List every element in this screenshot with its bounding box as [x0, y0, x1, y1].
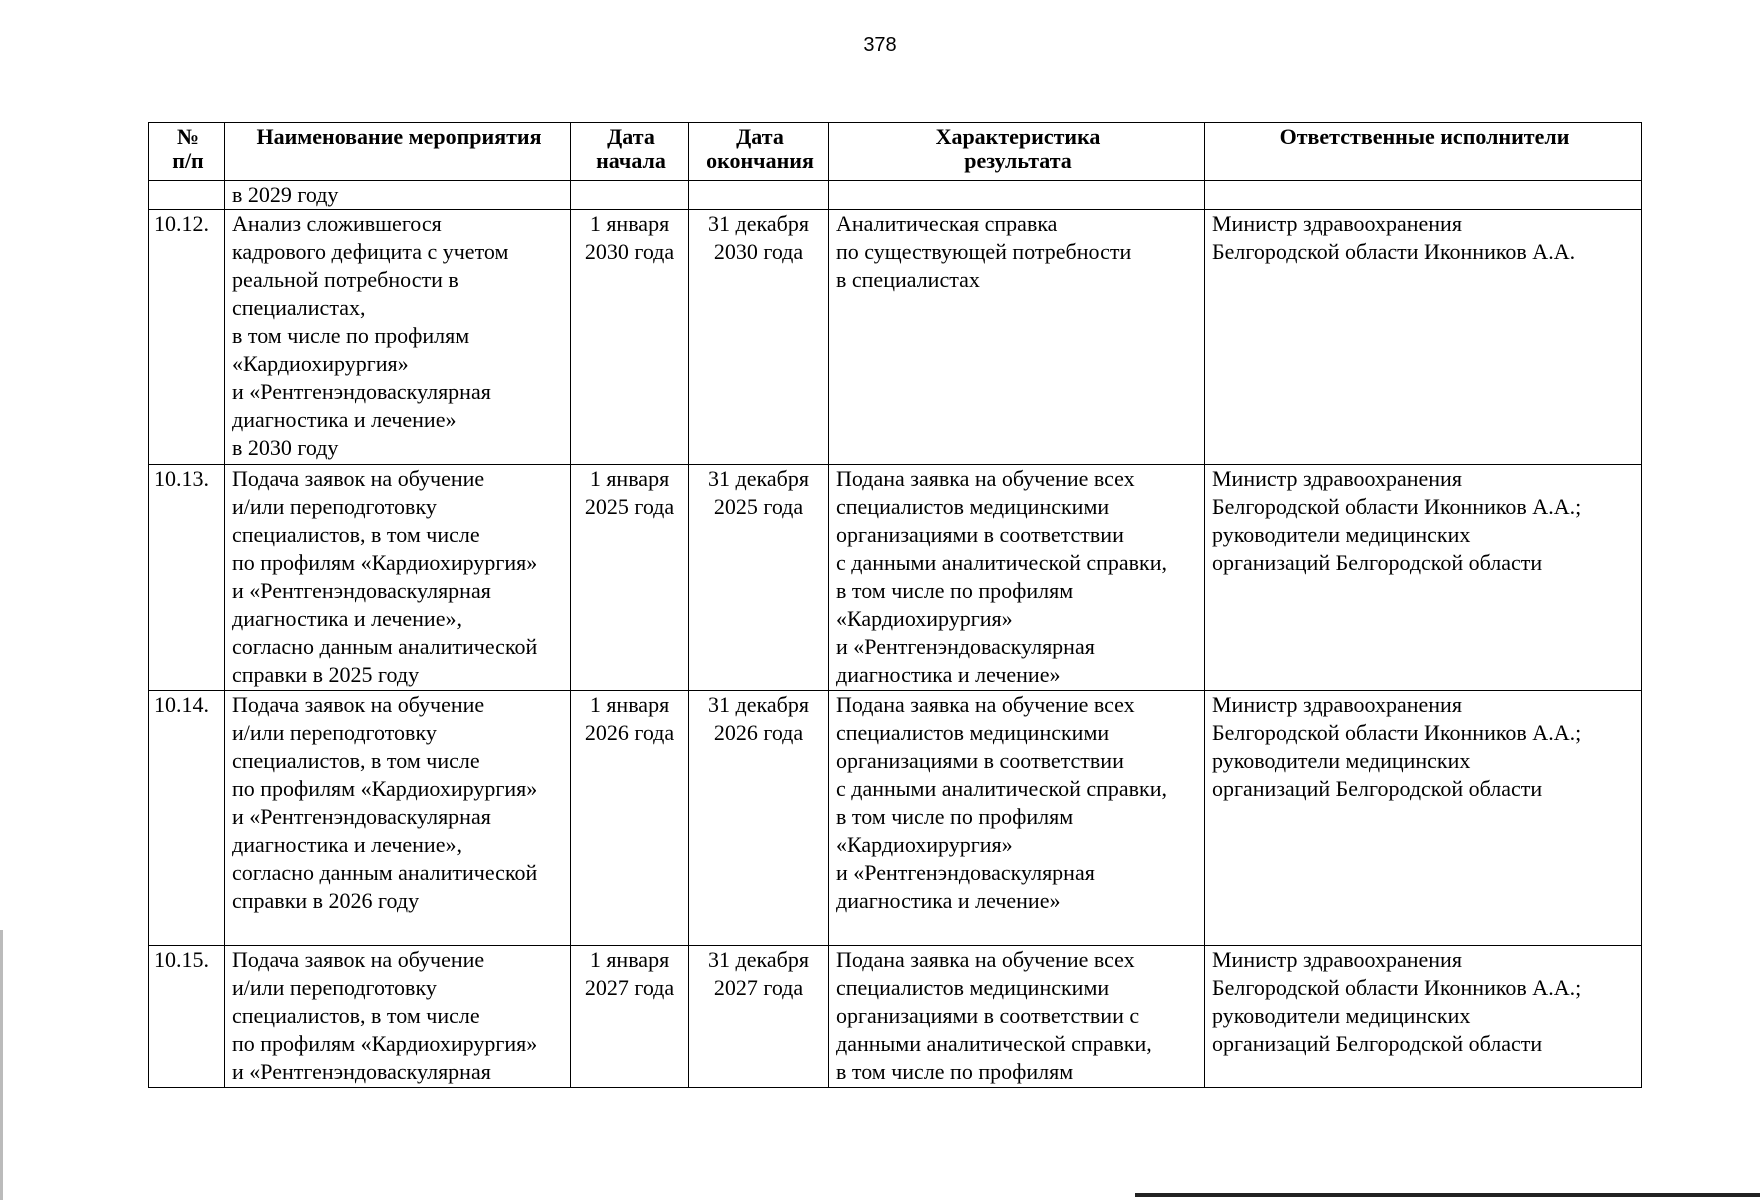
row-responsible: Министр здравоохранения Белгородской области Иконников А.А.: [1205, 210, 1642, 465]
row-name: Подача заявок на обучение и/или переподготовку специалистов, в том числе по профилям «Кардиохирургия» и «Рентгенэндоваскулярная диагностика и лечение», согласно данным аналитической справки в 2025 году: [225, 465, 571, 691]
page-number: 378: [863, 34, 897, 56]
row-responsible: Министр здравоохранения Белгородской области Иконников А.А.; руководители медицинских организаций Белгородской области: [1205, 465, 1642, 691]
row-result: Подана заявка на обучение всех специалистов медицинскими организациями в соответствии с данными аналитической справки, в том числе по профилям «Кардиохирургия» и «Рентгенэндоваскулярная диагностика и лечение»: [829, 465, 1205, 691]
row-num: [149, 181, 225, 210]
row-result: Подана заявка на обучение всех специалистов медицинскими организациями в соответствии с данными аналитической справки, в том числе по профилям: [829, 946, 1205, 1088]
row-result: Аналитическая справка по существующей потребности в специалистах: [829, 210, 1205, 465]
row-num: 10.14.: [149, 691, 225, 946]
row-name: Подача заявок на обучение и/или переподготовку специалистов, в том числе по профилям «Кардиохирургия» и «Рентгенэндоваскулярная диагностика и лечение», согласно данным аналитической справки в 2026 году: [225, 691, 571, 946]
row-start-date: 1 января 2025 года: [571, 465, 689, 691]
row-start-date: [571, 181, 689, 210]
table-header: [149, 123, 1642, 181]
table-row: [149, 691, 1642, 946]
row-name: Анализ сложившегося кадрового дефицита с учетом реальной потребности в специалистах, в том числе по профилям «Кардиохирургия» и «Рентгенэндоваскулярная диагностика и лечение» в 2030 году: [225, 210, 571, 465]
activities-table: [148, 122, 1642, 1088]
row-start-date: 1 января 2026 года: [571, 691, 689, 946]
row-end-date: 31 декабря 2026 года: [689, 691, 829, 946]
header-start-date: Дата начала: [571, 123, 689, 181]
scan-artifact-line: [1135, 1193, 1760, 1197]
table-row: [149, 465, 1642, 691]
header-result: Характеристика результата: [829, 123, 1205, 181]
table-body: [149, 181, 1642, 1088]
table-row: [149, 210, 1642, 465]
header-num: № п/п: [149, 123, 225, 181]
row-end-date: [689, 181, 829, 210]
header-end-date: Дата окончания: [689, 123, 829, 181]
row-name: Подача заявок на обучение и/или переподготовку специалистов, в том числе по профилям «Кардиохирургия» и «Рентгенэндоваскулярная: [225, 946, 571, 1088]
row-result: Подана заявка на обучение всех специалистов медицинскими организациями в соответствии с данными аналитической справки, в том числе по профилям «Кардиохирургия» и «Рентгенэндоваскулярная диагностика и лечение»: [829, 691, 1205, 946]
header-name: Наименование мероприятия: [225, 123, 571, 181]
header-row: [149, 123, 1642, 181]
row-end-date: 31 декабря 2027 года: [689, 946, 829, 1088]
scan-artifact-edge: [0, 930, 3, 1200]
header-responsible: Ответственные исполнители: [1205, 123, 1642, 181]
table-row: [149, 181, 1642, 210]
row-name: в 2029 году: [225, 181, 571, 210]
row-responsible: Министр здравоохранения Белгородской области Иконников А.А.; руководители медицинских организаций Белгородской области: [1205, 946, 1642, 1088]
row-num: 10.15.: [149, 946, 225, 1088]
table-row: [149, 946, 1642, 1088]
row-end-date: 31 декабря 2025 года: [689, 465, 829, 691]
row-start-date: 1 января 2030 года: [571, 210, 689, 465]
row-start-date: 1 января 2027 года: [571, 946, 689, 1088]
row-responsible: [1205, 181, 1642, 210]
row-result: [829, 181, 1205, 210]
row-num: 10.12.: [149, 210, 225, 465]
row-end-date: 31 декабря 2030 года: [689, 210, 829, 465]
row-num: 10.13.: [149, 465, 225, 691]
row-responsible: Министр здравоохранения Белгородской области Иконников А.А.; руководители медицинских организаций Белгородской области: [1205, 691, 1642, 946]
